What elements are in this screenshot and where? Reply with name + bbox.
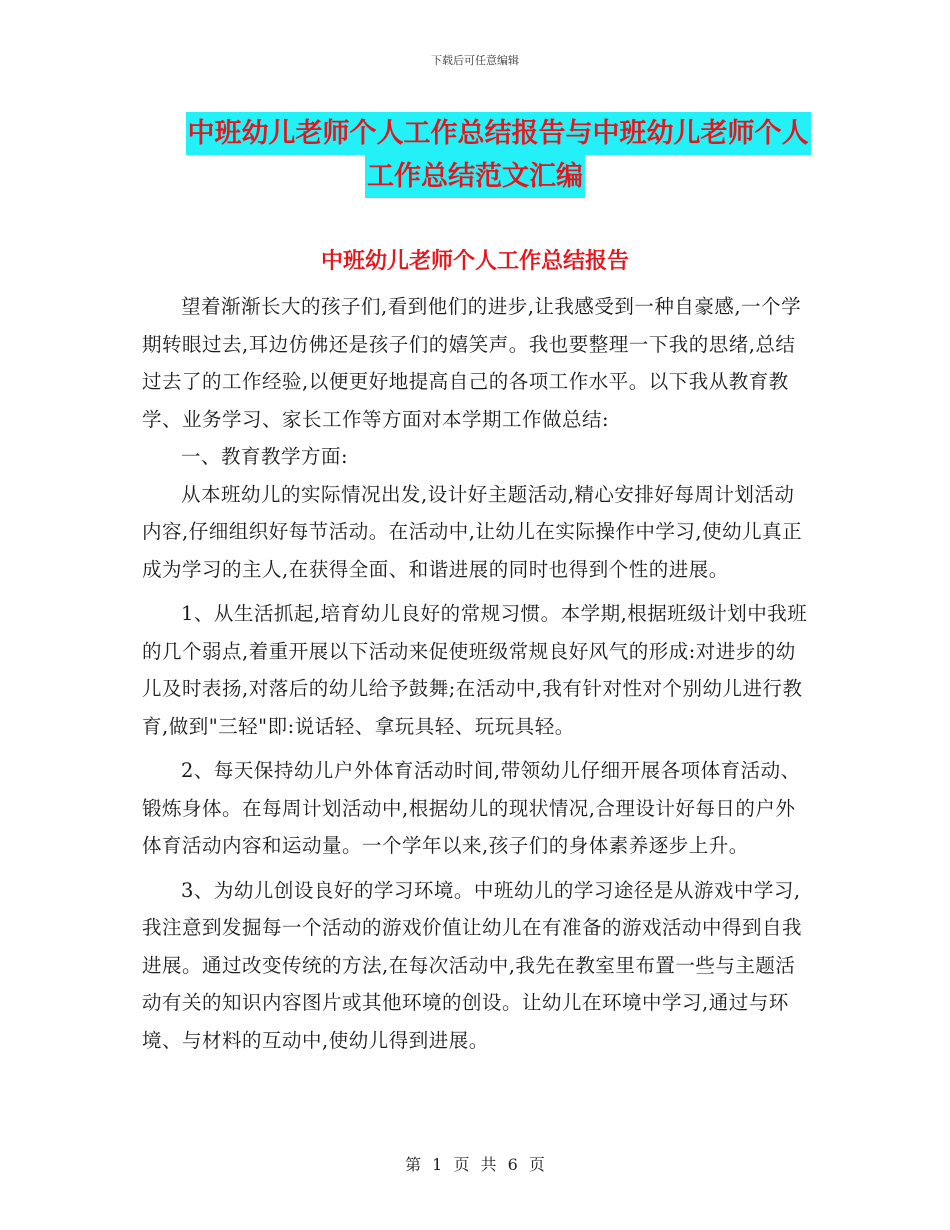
paragraph-item-2: 2、每天保持幼儿户外体育活动时间,带领幼儿仔细开展各项体育活动、锻炼身体。在每周计划活动中,根据幼儿的现状情况,合理设计好每日的户外体育活动内容和运动量。一个学年以来,孩子们的身体素养逐步上升。: [142, 759, 801, 857]
paragraph-teaching-overview: 从本班幼儿的实际情况出发,设计好主题活动,精心安排好每周计划活动内容,仔细组织好每节活动。在活动中,让幼儿在实际操作中学习,使幼儿真正成为学习的主人,在获得全面、和谐进展的同时也得到个性的进展。: [142, 482, 803, 581]
paragraph-item-3: 3、为幼儿创设良好的学习环境。中班幼儿的学习途径是从游戏中学习,我注意到发掘每一个活动的游戏价值让幼儿在有准备的游戏活动中得到自我进展。通过改变传统的方法,在每次活动中,我先在教室里布置一些与主题活动有关的知识内容图片或其他环境的创设。让幼儿在环境中学习,通过与环境、与材料的互动中,使幼儿得到进展。: [142, 878, 803, 1052]
document-body: [142, 288, 814, 1059]
paragraph-heading-teaching: 一、教育教学方面:: [181, 445, 349, 468]
paragraph-item-1: 1、从生活抓起,培育幼儿良好的常规习惯。本学期,根据班级计划中我班的几个弱点,着重开展以下活动来促使班级常规良好风气的形成:对进步的幼儿及时表扬,对落后的幼儿给予鼓舞;在活动中,我有针对性对个别幼儿进行教育,做到"三轻"即:说话轻、拿玩具轻、玩玩具轻。: [142, 602, 808, 738]
document-title: [0, 112, 950, 198]
document-title-line-1: 中班幼儿老师个人工作总结报告与中班幼儿老师个人: [186, 112, 811, 155]
page-header-note: 下载后可任意编辑: [431, 54, 519, 67]
paragraph-intro: 望着渐渐长大的孩子们,看到他们的进步,让我感受到一种自豪感,一个学期转眼过去,耳边仿佛还是孩子们的嬉笑声。我也要整理一下我的思绪,总结过去了的工作经验,以便更好地提高自己的各项工作水平。以下我从教育教学、业务学习、家长工作等方面对本学期工作做总结:: [142, 295, 802, 431]
page-number: 第 1 页 共 6 页: [405, 1155, 545, 1174]
document-title-line-2: 工作总结范文汇编: [365, 155, 585, 198]
section-title: 中班幼儿老师个人工作总结报告: [320, 249, 629, 274]
